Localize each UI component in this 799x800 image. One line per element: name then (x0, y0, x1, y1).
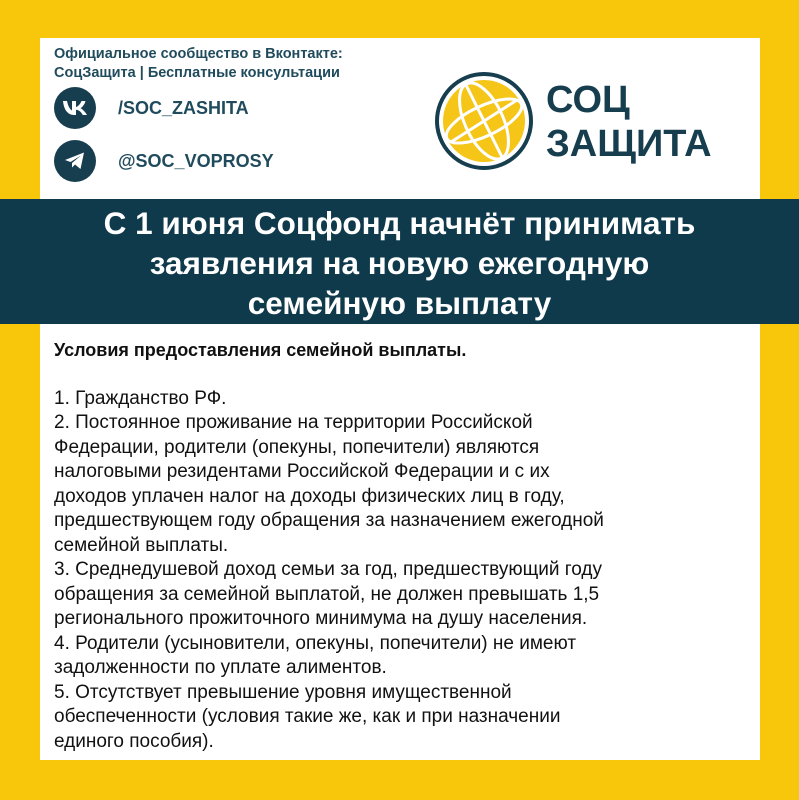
conditions-line: регионального прожиточного минимума на душу населения. (54, 608, 588, 629)
conditions-line: доходов уплачен налог на доходы физических лиц в году, (54, 485, 565, 507)
community-line-2: СоцЗащита | Бесплатные консультации (54, 65, 340, 81)
conditions-text (54, 338, 754, 754)
community-caption (54, 45, 343, 83)
logo-wordmark (546, 78, 712, 166)
vk-handle: /SOC_ZASHITA (118, 97, 249, 118)
conditions-line: задолженности по уплате алиментов. (54, 657, 387, 678)
conditions-line: 4. Родители (усыновители, опекуны, попечители) не имеют (54, 632, 577, 654)
vk-icon (54, 87, 96, 129)
conditions-line: Федерации, родители (опекуны, попечители) являются (54, 436, 540, 458)
conditions-line: 2. Постоянное проживание на территории Российской (54, 412, 533, 433)
conditions-line: предшествующем году обращения за назначением ежегодной (54, 510, 604, 531)
logo-line-2: ЗАЩИТА (546, 123, 712, 165)
conditions-line: обеспеченности (условия такие же, как и при назначении (54, 706, 561, 727)
headline-line-3: семейную выплату (247, 285, 552, 321)
telegram-link[interactable] (54, 140, 274, 182)
headline-line-1: С 1 июня Соцфонд начнёт принимать (103, 205, 696, 241)
telegram-handle: @SOC_VOPROSY (118, 150, 274, 171)
headline-line-2: заявления на новую ежегодную (149, 245, 650, 281)
telegram-icon (54, 140, 96, 182)
conditions-line: 1. Гражданство РФ. (54, 387, 227, 409)
logo-line-1: СОЦ (546, 79, 630, 121)
conditions-heading: Условия предоставления семейной выплаты. (54, 340, 467, 360)
conditions-line: 5. Отсутствует превышение уровня имущественной (54, 681, 512, 703)
conditions-line: 3. Среднедушевой доход семьи за год, предшествующий году (54, 559, 602, 580)
conditions-line: обращения за семейной выплатой, не должен превышать 1,5 (54, 583, 600, 605)
vk-link[interactable] (54, 87, 249, 129)
headline-banner (0, 199, 799, 324)
conditions-line: семейной выплаты. (54, 534, 229, 556)
community-line-1: Официальное сообщество в Вконтакте: (54, 46, 343, 62)
conditions-line: единого пособия). (54, 730, 214, 752)
conditions-line: налоговыми резидентами Российской Федерации и с их (54, 461, 550, 482)
